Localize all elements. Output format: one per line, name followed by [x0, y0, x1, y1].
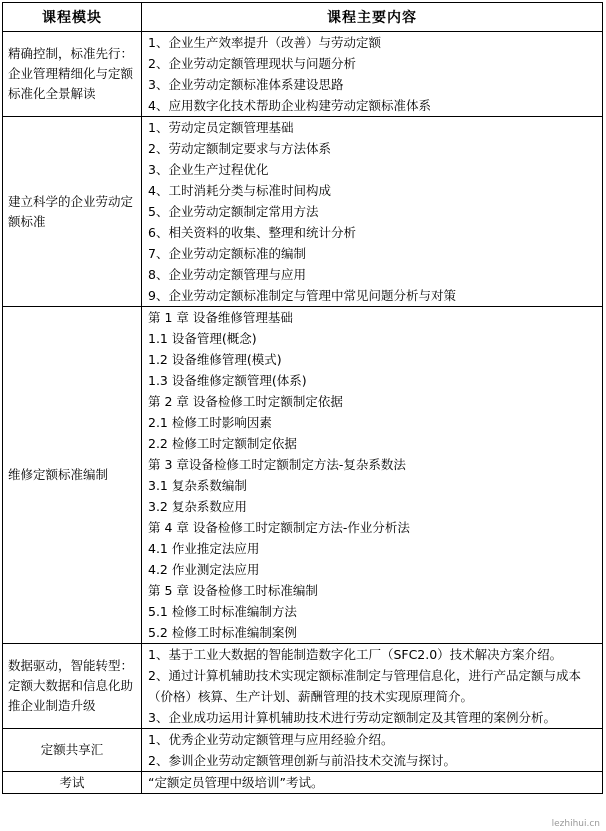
content-item: 2、企业劳动定额管理现状与问题分析: [148, 56, 356, 71]
content-item: 1、企业生产效率提升（改善）与劳动定额: [148, 35, 381, 50]
content-item: 第 4 章 设备检修工时定额制定方法-作业分析法: [148, 520, 410, 535]
content-cell: [142, 729, 603, 772]
content-cell: [142, 644, 603, 729]
header-content: 课程主要内容: [142, 3, 603, 32]
content-item: 1.2 设备维修管理(模式): [148, 352, 282, 367]
module-cell: 数据驱动，智能转型：定额大数据和信息化助推企业制造升级: [3, 644, 142, 729]
content-item: 4.1 作业推定法应用: [148, 541, 260, 556]
content-cell: [142, 772, 603, 794]
content-item: 3.2 复杂系数应用: [148, 499, 247, 514]
table-row: [3, 729, 603, 772]
content-item: 4、工时消耗分类与标准时间构成: [148, 183, 331, 198]
content-cell: [142, 307, 603, 644]
content-item: 4、应用数字化技术帮助企业构建劳动定额标准体系: [148, 98, 431, 113]
content-item: 1.1 设备管理(概念): [148, 331, 257, 346]
content-item: 1.3 设备维修定额管理(体系): [148, 373, 307, 388]
content-item: 2.2 检修工时定额制定依据: [148, 436, 297, 451]
module-cell: 定额共享汇: [3, 729, 142, 772]
course-table: [2, 2, 603, 794]
content-item: 2.1 检修工时影响因素: [148, 415, 272, 430]
content-item: 2、通过计算机辅助技术实现定额标准制定与管理信息化，进行产品定额与成本（价格）核算、生产计划、薪酬管理的技术实现原理简介。: [148, 668, 581, 704]
content-item: 1、优秀企业劳动定额管理与应用经验介绍。: [148, 732, 394, 747]
content-item: 7、企业劳动定额标准的编制: [148, 246, 306, 261]
content-item: 1、基于工业大数据的智能制造数字化工厂（SFC2.0）技术解决方案介绍。: [148, 647, 563, 662]
table-row: [3, 644, 603, 729]
content-item: 第 1 章 设备维修管理基础: [148, 310, 293, 325]
content-item: 3、企业劳动定额标准体系建设思路: [148, 77, 344, 92]
content-item: “定额定员管理中级培训”考试。: [148, 775, 324, 790]
module-cell: 维修定额标准编制: [3, 307, 142, 644]
content-item: 4.2 作业测定法应用: [148, 562, 260, 577]
table-header-row: [3, 3, 603, 32]
watermark: lezhihui.cn: [551, 819, 600, 829]
content-item: 第 3 章设备检修工时定额制定方法-复杂系数法: [148, 457, 406, 472]
content-item: 2、劳动定额制定要求与方法体系: [148, 141, 331, 156]
module-cell: 建立科学的企业劳动定额标准: [3, 117, 142, 307]
content-item: 3.1 复杂系数编制: [148, 478, 247, 493]
table-row: [3, 772, 603, 794]
module-cell: 考试: [3, 772, 142, 794]
content-item: 8、企业劳动定额管理与应用: [148, 267, 306, 282]
table-row: [3, 32, 603, 117]
content-cell: [142, 32, 603, 117]
table-row: [3, 307, 603, 644]
header-module: 课程模块: [3, 3, 142, 32]
table-row: [3, 117, 603, 307]
content-cell: [142, 117, 603, 307]
content-item: 5.2 检修工时标准编制案例: [148, 625, 297, 640]
content-item: 1、劳动定员定额管理基础: [148, 120, 294, 135]
content-item: 9、企业劳动定额标准制定与管理中常见问题分析与对策: [148, 288, 456, 303]
content-item: 3、企业生产过程优化: [148, 162, 269, 177]
content-item: 第 5 章 设备检修工时标准编制: [148, 583, 318, 598]
content-item: 5.1 检修工时标准编制方法: [148, 604, 297, 619]
content-item: 2、参训企业劳动定额管理创新与前沿技术交流与探讨。: [148, 753, 456, 768]
content-item: 3、企业成功运用计算机辅助技术进行劳动定额制定及其管理的案例分析。: [148, 710, 556, 725]
content-item: 5、企业劳动定额制定常用方法: [148, 204, 319, 219]
module-cell: 精确控制，标准先行：企业管理精细化与定额标准化全景解读: [3, 32, 142, 117]
content-item: 6、相关资料的收集、整理和统计分析: [148, 225, 356, 240]
content-item: 第 2 章 设备检修工时定额制定依据: [148, 394, 343, 409]
